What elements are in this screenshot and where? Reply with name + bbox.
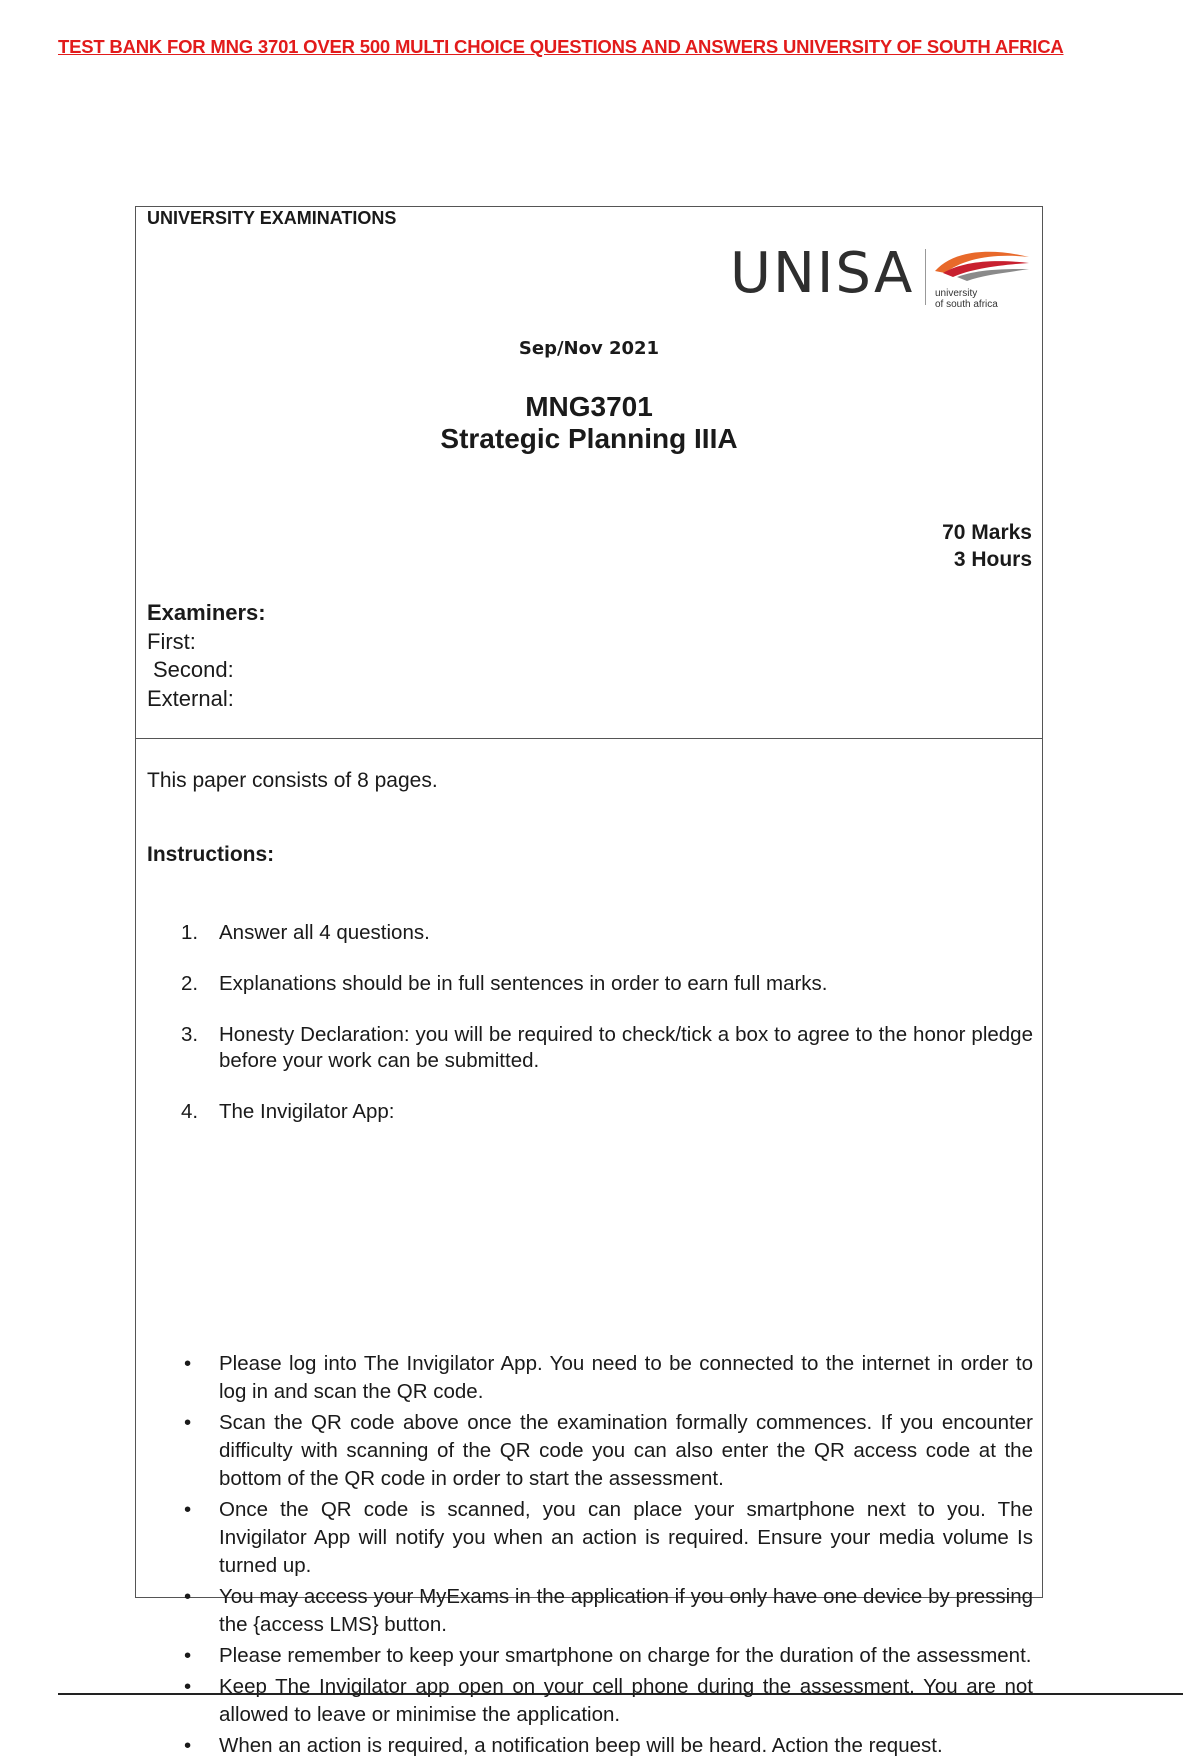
bullet-text: You may access your MyExams in the application if you only have one device by pressing the {access LMS} button. [219,1585,1033,1636]
bullet-icon: • [184,1644,192,1667]
module-title: Strategic Planning IIIA [440,423,738,454]
instruction-number: 3. [181,1023,199,1046]
logo-separator [925,249,926,305]
bullet-icon: • [184,1352,192,1375]
instruction-text: Explanations should be in full sentences in order to earn full marks. [219,972,828,995]
instruction-item [181,1022,1033,1074]
instruction-item [181,1099,1033,1125]
bullet-text: Please remember to keep your smartphone on charge for the duration of the assessment. [219,1644,1032,1667]
bullet-item [181,1496,1033,1580]
invigilator-app-instructions [181,1350,1033,1763]
footer-rule [58,1693,1183,1695]
page-count-statement: This paper consists of 8 pages. [147,769,438,792]
instruction-number: 2. [181,972,199,995]
bullet-text: When an action is required, a notification beep will be heard. Action the request. [219,1734,943,1757]
total-marks: 70 Marks [942,521,1032,544]
examiner-second: Second: [153,657,234,682]
logo-subtitle-line2: of south africa [935,299,998,310]
test-bank-banner: TEST BANK FOR MNG 3701 OVER 500 MULTI CHOICE QUESTIONS AND ANSWERS UNIVERSITY OF SOUTH AFRICA [58,36,1064,57]
instruction-text: Answer all 4 questions. [219,921,430,944]
numbered-instructions [181,920,1033,1150]
logo-subtitle [935,288,998,310]
exam-duration: 3 Hours [953,548,1032,571]
examiner-external: External: [147,685,234,711]
instruction-text: The Invigilator App: [219,1100,395,1123]
bullet-icon: • [184,1675,192,1698]
logo-subtitle-line1: university [935,288,978,299]
bullet-item [181,1350,1033,1406]
unisa-swoosh-icon [933,247,1031,287]
examiners-heading: Examiners: [147,600,266,625]
exam-date: Sep/Nov 2021 [518,338,660,359]
bullet-item [181,1583,1033,1639]
instruction-number: 4. [181,1100,199,1123]
instruction-item [181,920,1033,946]
section-divider [136,738,1042,739]
instruction-item [181,971,1033,997]
bullet-text: Keep The Invigilator app open on your cell phone during the assessment. You are not allowed to leave or minimise the application. [219,1675,1033,1726]
bullet-item [181,1673,1033,1729]
examiners-block [147,599,266,713]
bullet-text: Please log into The Invigilator App. You need to be connected to the internet in order to log in and scan the QR code. [219,1352,1033,1403]
instructions-heading: Instructions: [147,843,275,866]
bullet-icon: • [184,1585,192,1608]
bullet-item [181,1409,1033,1493]
examiner-first: First: [147,628,196,654]
exam-cover-box [135,206,1043,1757]
unisa-logo-wordmark: UNISA [730,241,915,306]
bullet-icon: • [184,1734,192,1757]
instruction-number: 1. [181,921,199,944]
bullet-item [181,1732,1033,1760]
bullet-text: Scan the QR code above once the examination formally commences. If you encounter difficulty with scanning of the QR code you can also enter the QR access code at the bottom of the QR code in order to start the assessment. [219,1411,1033,1490]
marks-duration [942,519,1032,573]
unisa-logo [730,239,1030,309]
bullet-item [181,1642,1033,1670]
module-code: MNG3701 [525,391,653,422]
bullet-icon: • [184,1498,192,1521]
university-examinations-label: UNIVERSITY EXAMINATIONS [147,208,397,228]
instruction-text: Honesty Declaration: you will be required to check/tick a box to agree to the honor pledge before your work can be submitted. [219,1023,1033,1072]
bullet-text: Once the QR code is scanned, you can place your smartphone next to you. The Invigilator App will notify you when an action is required. Ensure your media volume Is turned up. [219,1498,1033,1577]
bullet-icon: • [184,1411,192,1434]
